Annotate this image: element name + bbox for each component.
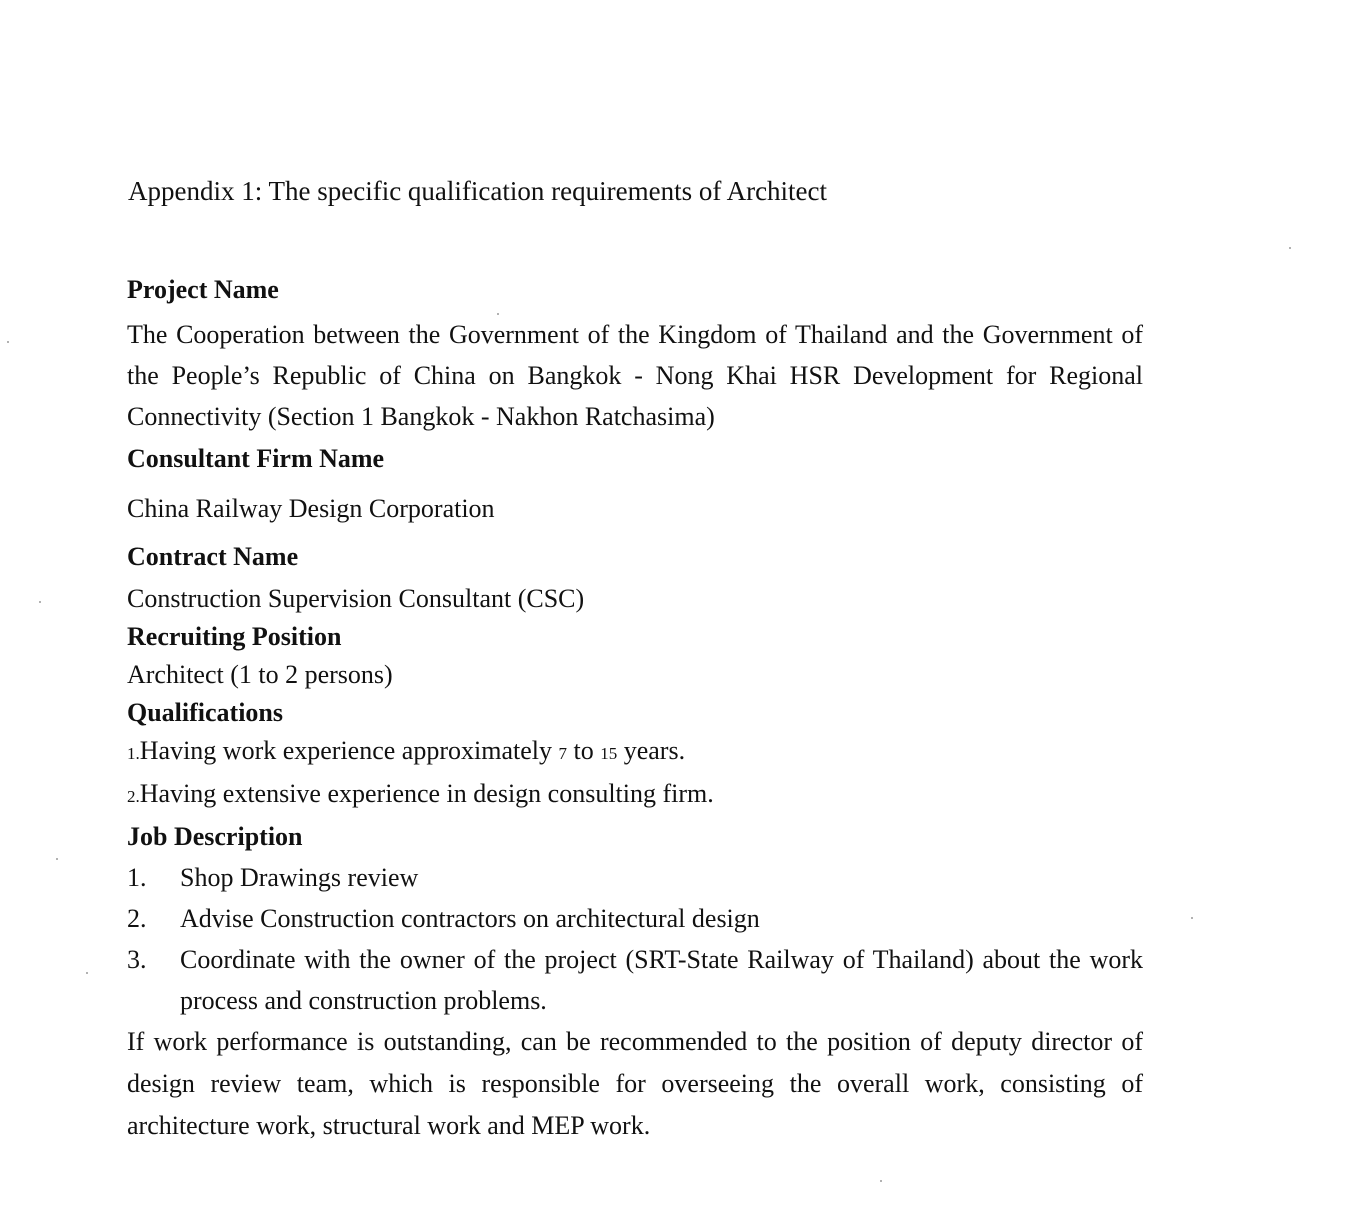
job-item-text: Advise Construction contractors on architectural design	[180, 904, 760, 933]
scan-speck	[880, 1180, 882, 1182]
document-body	[127, 272, 1143, 1147]
job-item-number: 2.	[127, 904, 147, 933]
recruiting-position-text: Architect (1 to 2 persons)	[127, 660, 393, 689]
job-item-text: Shop Drawings review	[180, 863, 419, 892]
scan-speck	[1289, 247, 1291, 249]
scan-speck	[1191, 917, 1193, 919]
qualification-text: Having extensive experience in design consulting firm.	[139, 779, 714, 808]
scan-speck	[39, 601, 41, 603]
contract-name-text: Construction Supervision Consultant (CSC)	[127, 584, 585, 613]
consultant-firm-heading: Consultant Firm Name	[127, 444, 385, 473]
job-item-number: 3.	[127, 945, 147, 974]
max-years: 15	[600, 744, 618, 763]
scan-speck	[86, 972, 88, 974]
project-name-heading: Project Name	[127, 275, 279, 304]
min-years: 7	[558, 744, 567, 763]
qualification-text-end: years.	[617, 736, 686, 765]
job-item	[127, 939, 1143, 1021]
project-name-text: The Cooperation between the Government of the Kingdom of Thailand and the Government of the People’s Republic of China on Bangkok - Nong Khai HSR Development for Regional Connectivity (Section 1 Bangkok - Nakhon Ratchasima)	[127, 320, 1143, 431]
qualification-number: 1.	[127, 744, 140, 763]
consultant-firm-text: China Railway Design Corporation	[127, 494, 495, 523]
qualifications-heading: Qualifications	[127, 698, 284, 727]
qualification-number: 2.	[127, 787, 140, 806]
scan-speck	[497, 313, 499, 315]
qualification-text: Having work experience approximately	[139, 736, 559, 765]
job-item-number: 1.	[127, 863, 147, 892]
job-item-text: Coordinate with the owner of the project (SRT-State Railway of Thailand) about the work process and construction problems.	[180, 945, 1143, 1015]
job-description-heading: Job Description	[127, 822, 303, 851]
job-description-list	[127, 857, 1143, 1021]
job-item	[127, 857, 1143, 898]
contract-name-heading: Contract Name	[127, 542, 299, 571]
scan-speck	[56, 858, 58, 860]
qualification-item	[127, 774, 1143, 817]
closing-paragraph: If work performance is outstanding, can be recommended to the position of deputy director of design review team, which is responsible for overseeing the overall work, consisting of architecture work, structural work and MEP work.	[127, 1027, 1143, 1140]
scan-speck	[7, 341, 9, 343]
job-item	[127, 898, 1143, 939]
qualification-text-middle: to	[566, 736, 601, 765]
appendix-title: Appendix 1: The specific qualification requirements of Architect	[128, 176, 828, 206]
recruiting-position-heading: Recruiting Position	[127, 622, 342, 651]
qualification-item	[127, 731, 1143, 774]
